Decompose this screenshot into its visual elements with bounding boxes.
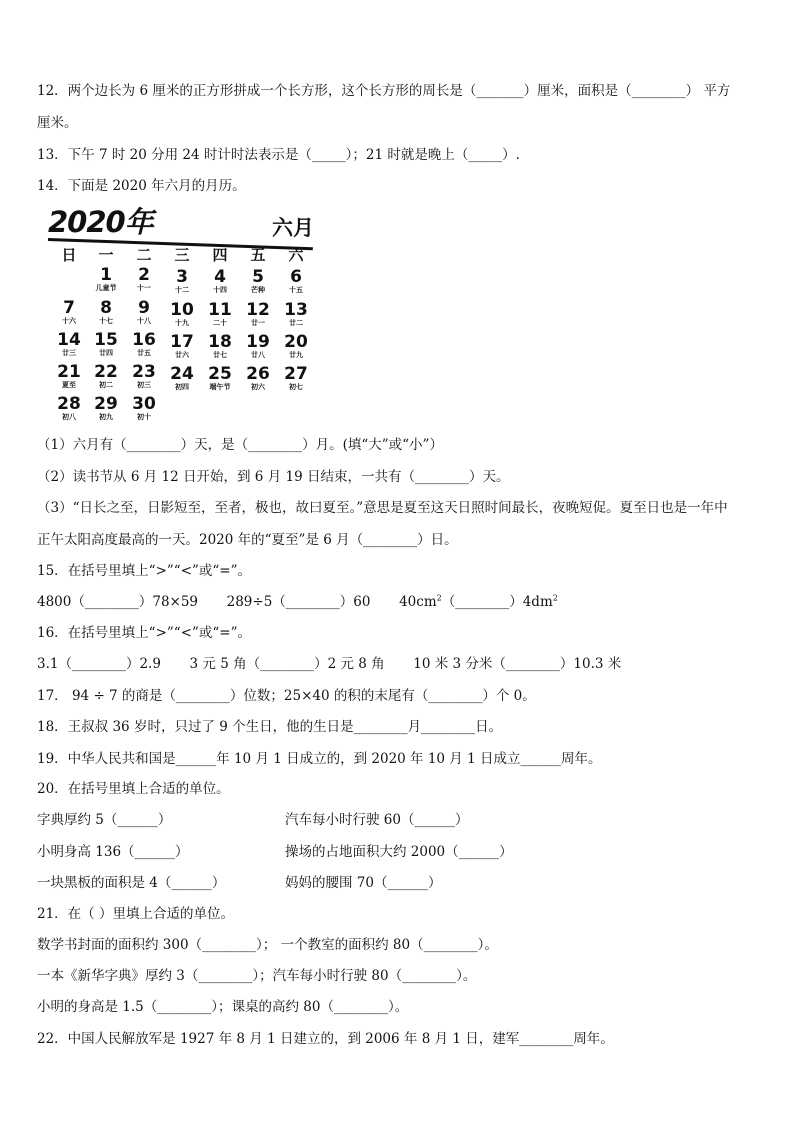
calendar-day-number: 6 [290,267,302,287]
calendar-lunar-label: 初二 [99,381,113,389]
calendar-day-number: 17 [170,332,194,352]
question-20: 20．在括号里填上合适的单位。 [37,781,230,797]
question-16-items [37,655,621,673]
calendar-day-number: 30 [132,394,156,414]
calendar-day-number: 3 [176,267,188,287]
calendar-day [127,299,161,326]
calendar-day [279,365,313,392]
question-22: 22．中国人民解放军是 1927 年 8 月 1 日建立的，到 2006 年 8 月 1 日，建军________周年。 [37,1031,614,1047]
calendar-day [279,333,313,360]
calendar-day-number: 13 [284,300,308,320]
calendar-year: 2020年 [48,205,153,239]
question-18: 18．王叔叔 36 岁时，只过了 9 个生日，他的生日是________月________日。 [37,719,503,735]
question-13: 13．下午 7 时 20 分用 24 时计时法表示是（_____）；21 时就是晚上（_____）. [37,147,520,163]
calendar-lunar-label: 初六 [251,383,265,391]
calendar-day-number: 9 [138,298,150,318]
calendar-lunar-label: 廿六 [175,351,189,359]
question-12-line-1: 12．两个边长为 6 厘米的正方形拼成一个长方形，这个长方形的周长是（_______）厘米，面积是（________） 平方 [37,83,731,99]
calendar-day-number: 7 [63,298,75,318]
q15-item-3-compare: （________）4dm [441,594,553,610]
calendar-day-number: 8 [100,298,112,318]
calendar-lunar-label: 廿二 [289,319,303,327]
calendar-day-number: 27 [284,364,308,384]
calendar-day-number: 24 [170,364,194,384]
calendar-day [203,268,237,295]
question-17: 17． 94 ÷ 7 的商是（________）位数；25×40 的积的末尾有（________）个 0。 [37,688,536,704]
q15-item-3-area: 40cm [399,594,437,610]
question-14-part-2: （2）读书节从 6 月 12 日开始，到 6 月 19 日结束，一共有（________）天。 [37,469,510,485]
calendar-day [165,268,199,295]
calendar-day [165,301,199,328]
question-21: 21．在（ ）里填上合适的单位。 [37,906,234,922]
calendar-lunar-label: 初八 [62,413,76,421]
q16-item-3: 10 米 3 分米（________）10.3 米 [413,656,622,672]
q16-item-2: 3 元 5 角（________）2 元 8 角 [189,656,385,672]
question-16: 16．在括号里填上“>”“<”或“=”。 [37,625,252,641]
calendar-lunar-label: 端午节 [209,383,231,391]
calendar-day-number: 12 [246,300,270,320]
calendar-weekday: 日 [61,246,77,264]
calendar-day [165,333,199,360]
calendar-day [127,331,161,358]
calendar-day [241,268,275,295]
calendar-day-number: 2 [138,265,150,285]
calendar-day-number: 25 [208,364,232,384]
calendar-lunar-label: 廿九 [289,351,303,359]
calendar-weekday: 三 [174,246,190,264]
calendar-lunar-label: 儿童节 [95,284,117,292]
calendar-day [203,365,237,392]
calendar-june-2020 [48,200,320,422]
calendar-day [89,395,123,422]
calendar-day [52,363,86,390]
calendar-month: 六月 [272,216,314,240]
question-14: 14．下面是 2020 年六月的月历。 [37,178,246,194]
q20-right-2: 操场的占地面积大约 2000（______） [285,844,513,860]
question-14-part-3-line-1: （3）“日长之至，日影短至，至者，极也，故曰夏至。”意思是夏至这天日照时间最长，夜晚短促。夏至日也是一年中 [37,500,728,516]
calendar-lunar-label: 十五 [289,286,303,294]
calendar-day [203,333,237,360]
calendar-day [127,363,161,390]
question-14-part-3-line-2: 正午太阳高度最高的一天。2020 年的“夏至”是 6 月（________）日。 [37,532,458,548]
calendar-weekday: 六 [288,246,304,264]
calendar-lunar-label: 芒种 [251,286,265,294]
calendar-day-number: 26 [246,364,270,384]
calendar-weekday: 二 [136,246,152,264]
calendar-day-number: 1 [100,265,112,285]
calendar-lunar-label: 廿五 [137,349,151,357]
calendar-day [241,333,275,360]
calendar-day [203,301,237,328]
calendar-lunar-label: 初三 [137,381,151,389]
calendar-day [52,395,86,422]
calendar-day [127,395,161,422]
question-21-line-2: 一本《新华字典》厚约 3（________）；汽车每小时行驶 80（________）。 [37,968,477,984]
calendar-day-number: 18 [208,332,232,352]
calendar-day-number: 5 [252,267,264,287]
calendar-day-number: 23 [132,362,156,382]
calendar-lunar-label: 十四 [213,286,227,294]
calendar-day-number: 28 [57,394,81,414]
calendar-weekday: 一 [98,246,114,264]
question-21-line-3: 小明的身高是 1.5（________）；课桌的高约 80（________）。 [37,999,409,1015]
calendar-day [89,266,123,293]
calendar-day-number: 16 [132,330,156,350]
calendar-lunar-label: 十九 [175,319,189,327]
question-14-part-1: （1）六月有（________）天，是（________）月。(填“大”或“小”） [37,437,443,453]
q16-item-1: 3.1（________）2.9 [37,656,161,672]
calendar-day [241,365,275,392]
calendar-lunar-label: 十七 [99,317,113,325]
calendar-lunar-label: 十八 [137,317,151,325]
calendar-lunar-label: 廿四 [99,349,113,357]
calendar-day [279,301,313,328]
calendar-lunar-label: 十二 [175,286,189,294]
calendar-day-number: 22 [94,362,118,382]
q20-left-2: 小明身高 136（______） [37,844,189,860]
calendar-lunar-label: 廿八 [251,351,265,359]
calendar-day-number: 4 [214,267,226,287]
calendar-lunar-label: 初十 [137,413,151,421]
q20-left-1: 字典厚约 5（______） [37,812,172,828]
calendar-day-number: 29 [94,394,118,414]
calendar-lunar-label: 二十 [213,319,227,327]
question-12-line-2: 厘米。 [37,115,78,131]
calendar-lunar-label: 初七 [289,383,303,391]
question-21-line-1: 数学书封面的面积约 300（________）； 一个教室的面积约 80（________）。 [37,937,498,953]
calendar-lunar-label: 初九 [99,413,113,421]
question-15: 15．在括号里填上“>”“<”或“=”。 [37,563,252,579]
q20-right-3: 妈妈的腰围 70（______） [285,875,442,891]
calendar-day-number: 11 [208,300,232,320]
calendar-day-number: 14 [57,330,81,350]
calendar-lunar-label: 廿一 [251,319,265,327]
calendar-lunar-label: 十六 [62,317,76,325]
question-15-items [37,593,558,611]
q20-right-1: 汽车每小时行驶 60（______） [285,812,469,828]
question-19: 19．中华人民共和国是______年 10 月 1 日成立的，到 2020 年 10 月 1 日成立______周年。 [37,751,602,767]
q15-sup-1: 2 [436,593,442,603]
calendar-day [165,365,199,392]
calendar-day-number: 21 [57,362,81,382]
q15-item-1: 4800（________）78×59 [37,594,199,610]
calendar-lunar-label: 廿三 [62,349,76,357]
q15-item-2: 289÷5（________）60 [226,594,371,610]
calendar-day-number: 20 [284,332,308,352]
calendar-lunar-label: 初四 [175,383,189,391]
calendar-day [89,363,123,390]
calendar-weekday: 四 [212,246,228,264]
calendar-day [127,266,161,293]
calendar-day-number: 10 [170,300,194,320]
calendar-lunar-label: 廿七 [213,351,227,359]
calendar-day [52,299,86,326]
calendar-day [241,301,275,328]
calendar-day-number: 19 [246,332,270,352]
calendar-weekday: 五 [250,246,266,264]
q15-sup-2: 2 [552,593,558,603]
q20-left-3: 一块黑板的面积是 4（______） [37,875,226,891]
calendar-lunar-label: 夏至 [62,381,76,389]
calendar-day [279,268,313,295]
calendar-day-number: 15 [94,330,118,350]
calendar-day [52,331,86,358]
calendar-day [89,299,123,326]
calendar-lunar-label: 十一 [137,284,151,292]
calendar-day [89,331,123,358]
